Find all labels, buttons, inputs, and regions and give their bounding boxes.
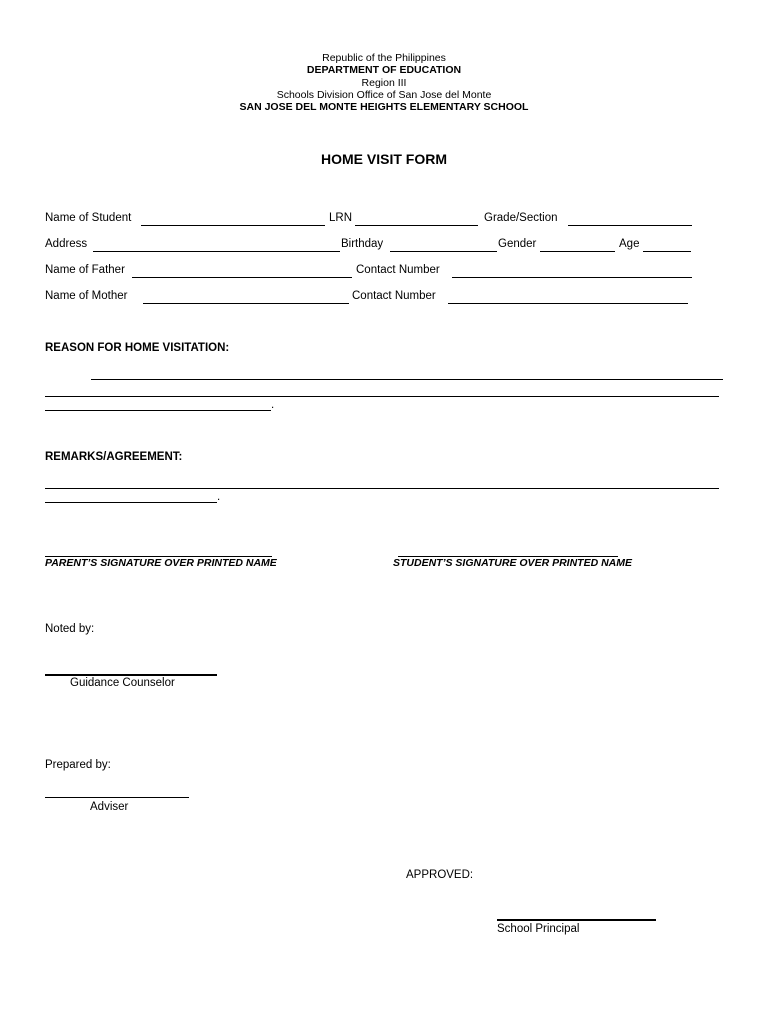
blank-name-of-student[interactable] — [141, 225, 325, 226]
blank-address[interactable] — [93, 251, 340, 252]
student-signature-caption: STUDENT’S SIGNATURE OVER PRINTED NAME — [393, 557, 632, 569]
republic-line: Republic of the Philippines — [322, 52, 446, 64]
blank-grade-section[interactable] — [568, 225, 692, 226]
label-age: Age — [619, 238, 640, 250]
principal-signature-line[interactable] — [497, 919, 656, 921]
remarks-line-1[interactable] — [45, 488, 719, 489]
label-mother-contact-number: Contact Number — [352, 290, 436, 302]
blank-name-of-mother[interactable] — [143, 303, 349, 304]
school-principal-caption: School Principal — [497, 923, 580, 935]
blank-name-of-father[interactable] — [132, 277, 352, 278]
label-name-of-student: Name of Student — [45, 212, 132, 224]
label-father-contact-number: Contact Number — [356, 264, 440, 276]
reason-heading: REASON FOR HOME VISITATION: — [45, 342, 230, 354]
blank-gender[interactable] — [540, 251, 615, 252]
noted-by-label: Noted by: — [45, 623, 95, 635]
reason-line-3[interactable] — [45, 410, 271, 411]
parent-signature-caption: PARENT’S SIGNATURE OVER PRINTED NAME — [45, 557, 277, 569]
guidance-signature-line[interactable] — [45, 674, 217, 676]
label-name-of-father: Name of Father — [45, 264, 125, 276]
label-gender: Gender — [498, 238, 537, 250]
department-line: DEPARTMENT OF EDUCATION — [306, 64, 462, 77]
division-line: Schools Division Office of San Jose del Monte — [276, 88, 492, 101]
remarks-line-2[interactable] — [45, 502, 217, 503]
adviser-signature-line[interactable] — [45, 797, 189, 798]
label-name-of-mother: Name of Mother — [45, 290, 128, 302]
reason-line-1[interactable] — [91, 379, 723, 380]
approved-label: APPROVED: — [406, 869, 474, 881]
adviser-caption: Adviser — [90, 801, 129, 813]
region-line: Region III — [361, 76, 407, 89]
blank-mother-contact-number[interactable] — [448, 303, 688, 304]
school-line: SAN JOSE DEL MONTE HEIGHTS ELEMENTARY SCHOOL — [239, 101, 529, 114]
remarks-period: . — [217, 491, 221, 503]
label-birthday: Birthday — [341, 238, 384, 250]
document-header — [0, 52, 768, 113]
remarks-heading: REMARKS/AGREEMENT: — [45, 451, 183, 463]
reason-period: . — [271, 399, 275, 411]
label-lrn: LRN — [329, 212, 353, 224]
blank-birthday[interactable] — [390, 251, 497, 252]
prepared-by-label: Prepared by: — [45, 759, 111, 771]
form-title: HOME VISIT FORM — [321, 151, 447, 167]
blank-lrn[interactable] — [355, 225, 478, 226]
reason-line-2[interactable] — [45, 396, 719, 397]
guidance-counselor-caption: Guidance Counselor — [70, 677, 175, 689]
label-grade-section: Grade/Section — [484, 212, 558, 224]
blank-age[interactable] — [643, 251, 691, 252]
label-address: Address — [45, 238, 88, 250]
blank-father-contact-number[interactable] — [452, 277, 692, 278]
